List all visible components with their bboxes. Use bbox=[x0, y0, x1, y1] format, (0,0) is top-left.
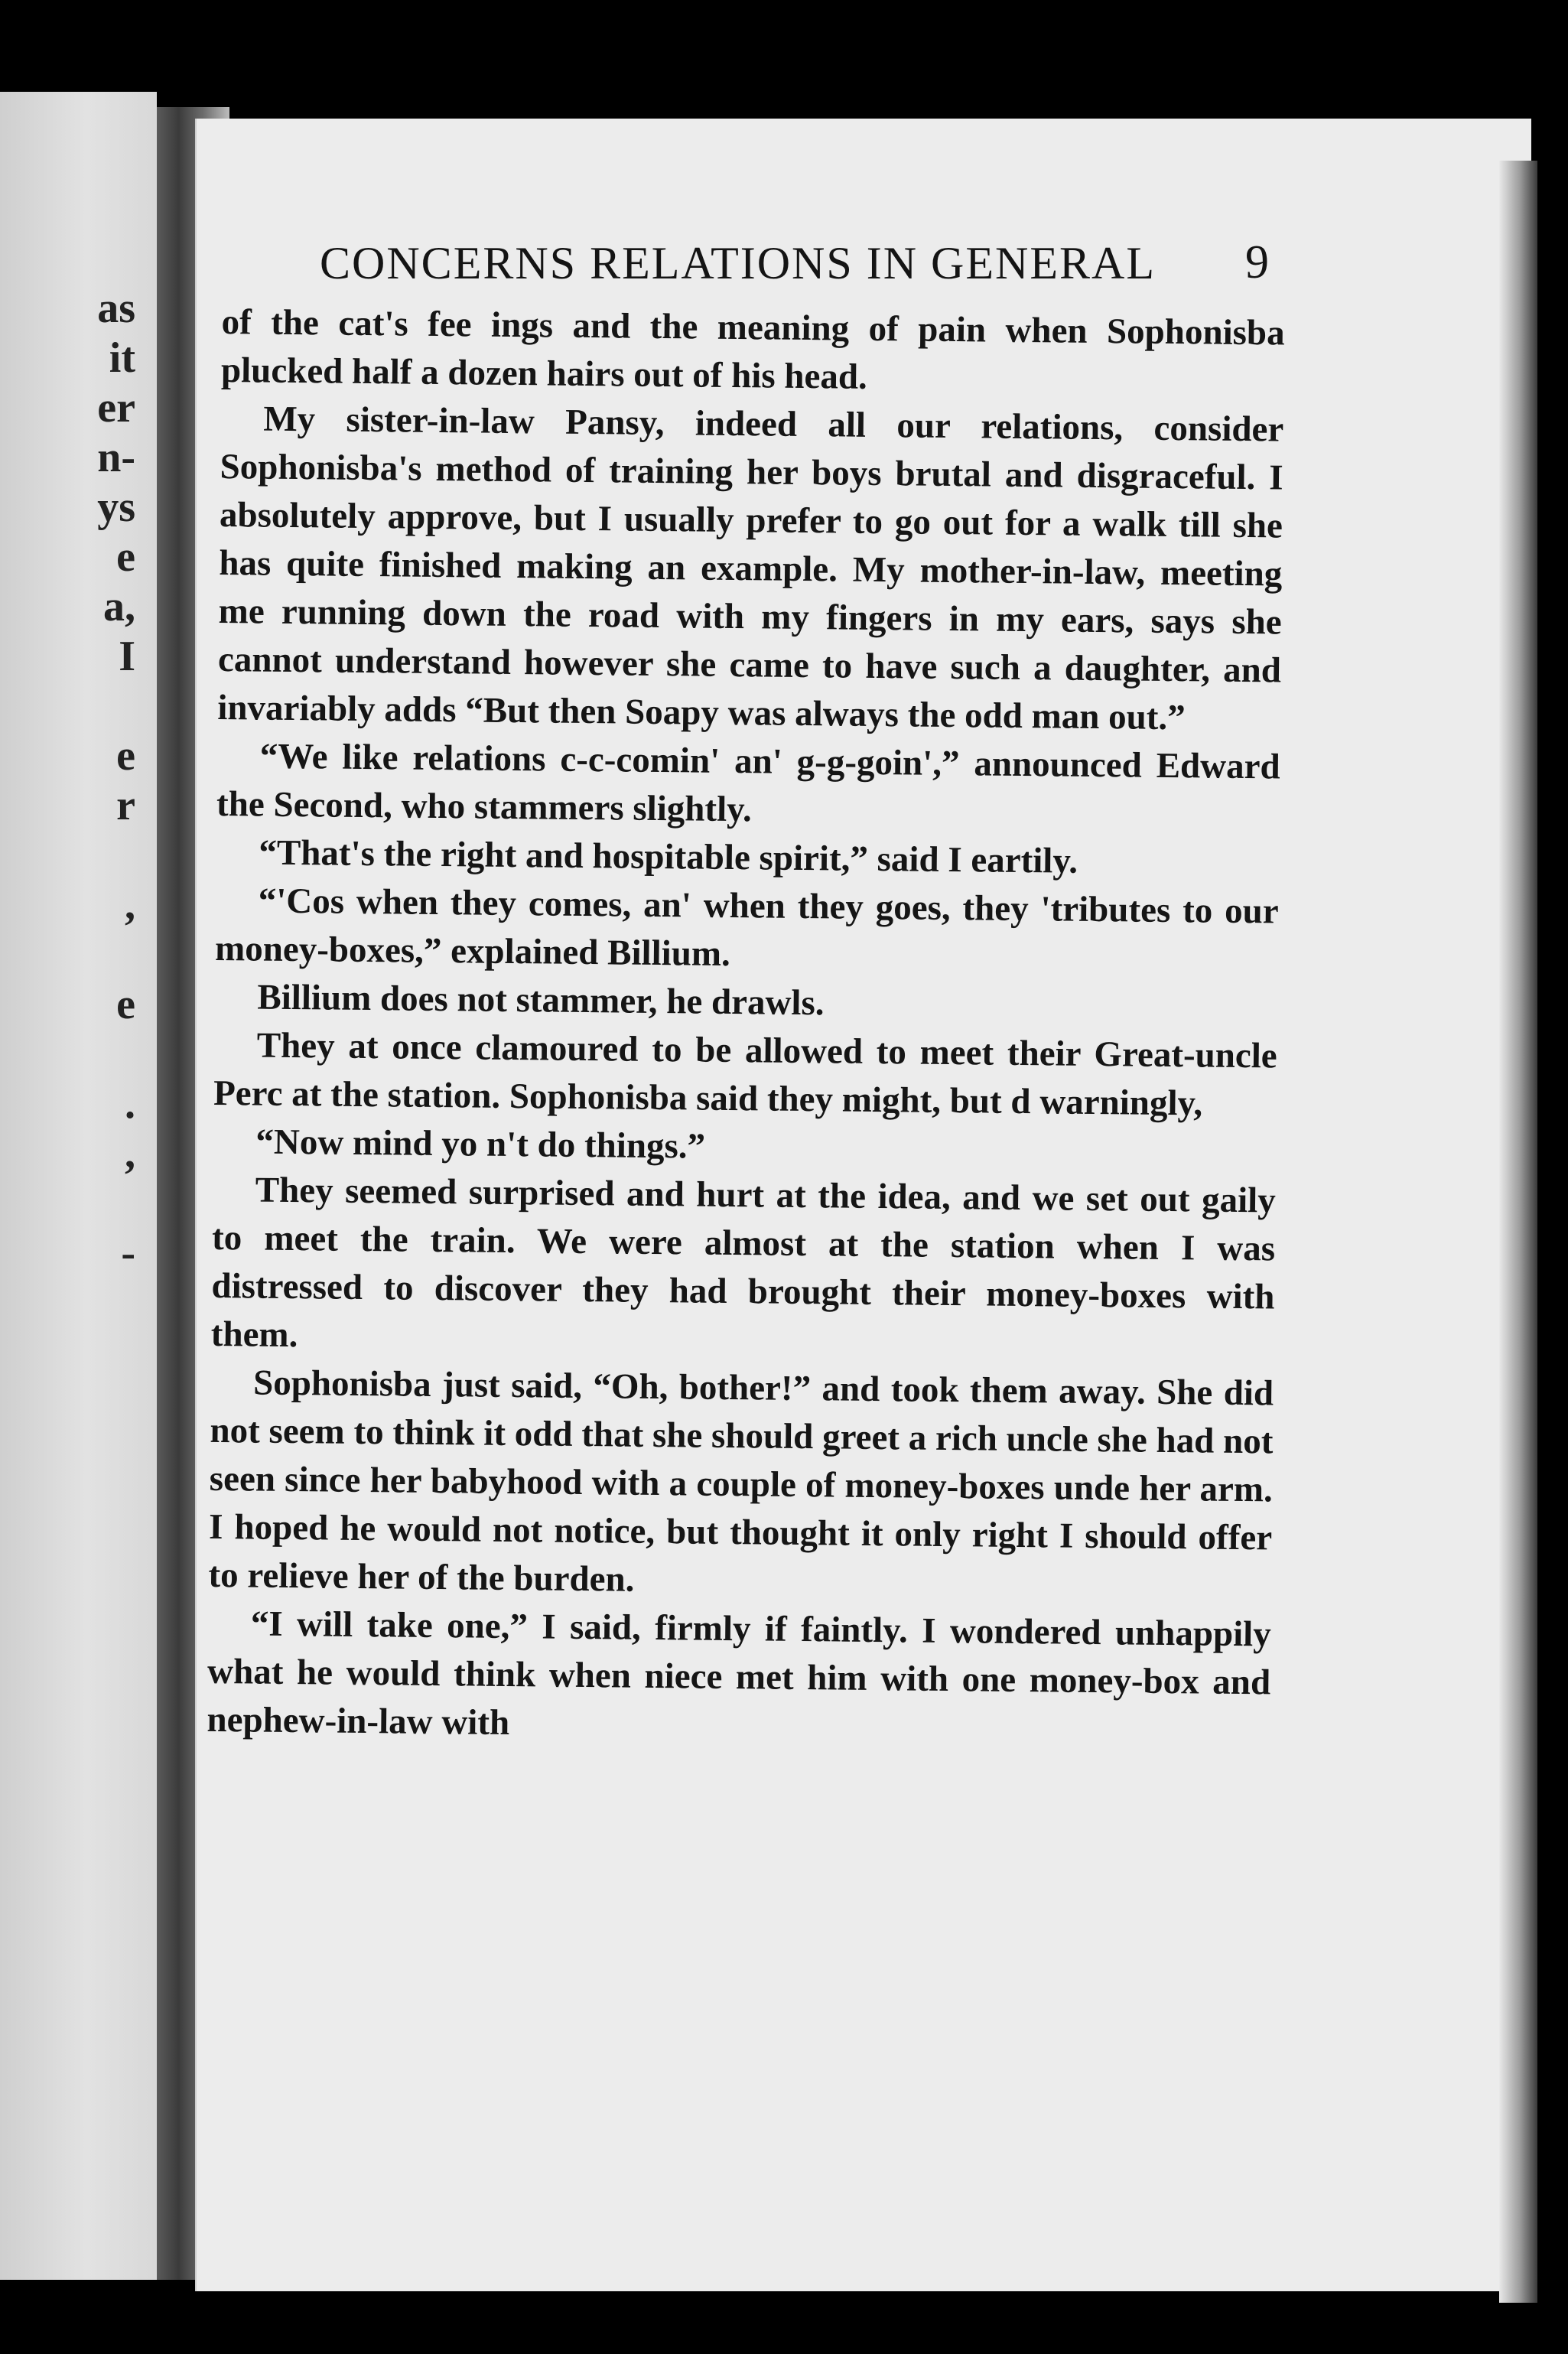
paragraph: “We like relations c-c-comin' an' g-g-goin',” announced Edward the Second, who stammers slightly. bbox=[216, 736, 1280, 830]
paragraph: Sophonisba just said, “Oh, bother!” and took them away. She did not seem to think it odd that she should greet a rich uncle she had not seen since her babyhood with a couple of money-boxes unde her arm. I hoped he would not notice, but thought it only right I should offer to relieve her of the burden. bbox=[208, 1363, 1274, 1600]
paragraph: “'Cos when they comes, an' when they goes, they 'tributes to our money-boxes,” explained Billium. bbox=[214, 881, 1279, 975]
left-fragment: a, bbox=[103, 583, 135, 630]
left-fragment: , bbox=[125, 881, 135, 929]
left-fragment: er bbox=[97, 384, 135, 431]
left-fragment: it bbox=[109, 334, 135, 382]
left-fragment: ys bbox=[97, 483, 135, 531]
left-fragment: - bbox=[121, 1229, 135, 1277]
paragraph: They at once clamoured to be allowed to meet their Great-uncle Perc at the station. Sophonisba said they might, but d warningly, bbox=[213, 1025, 1277, 1124]
left-fragment: , bbox=[125, 1130, 135, 1177]
page-edge-shadow bbox=[1499, 161, 1537, 2303]
running-head: CONCERNS RELATIONS IN GENERAL bbox=[320, 238, 1156, 288]
left-fragment: I bbox=[119, 633, 135, 680]
left-page-text-fragments bbox=[0, 92, 157, 2280]
left-fragment: . bbox=[125, 1080, 135, 1128]
left-facing-page bbox=[0, 92, 157, 2280]
page-body-text bbox=[207, 298, 1285, 1755]
paragraph: They seemed surprised and hurt at the idea, and we set out gaily to meet the train. We were almost at the station when I was distressed to discover they had brought their money-boxes with them. bbox=[210, 1170, 1276, 1356]
left-fragment: as bbox=[97, 285, 135, 332]
left-fragment: n- bbox=[97, 434, 135, 481]
left-fragment: e bbox=[116, 533, 135, 581]
paragraph: “Now mind yo n't do things.” bbox=[255, 1122, 706, 1167]
left-fragment: e bbox=[116, 981, 135, 1028]
left-fragment: r bbox=[116, 782, 135, 829]
paragraph: of the cat's fee ings and the meaning of pain when Sophonisba plucked half a dozen hairs out of his head. bbox=[220, 301, 1285, 397]
paragraph: “I will take one,” I said, firmly if faintly. I wondered unhappily what he would think when niece met him with one money-box and nephew-in-law with bbox=[207, 1604, 1272, 1744]
paragraph: “That's the right and hospitable spirit,” said I eartily. bbox=[259, 832, 1078, 881]
left-fragment: e bbox=[116, 732, 135, 780]
paragraph: Billium does not stammer, he drawls. bbox=[257, 977, 825, 1024]
paragraph: My sister-in-law Pansy, indeed all our relations, consider Sophonisba's method of training her boys brutal and disgraceful. I absolutely approve, but I usually prefer to go out for a walk till she has quite finished making an example. My mother-in-law, meeting me running down the road with my fingers in my ears, says she cannot understand however she came to have such a daughter, and invariably adds “But then Soapy was always the odd man out.” bbox=[217, 399, 1284, 738]
page-number: 9 bbox=[1245, 236, 1269, 288]
